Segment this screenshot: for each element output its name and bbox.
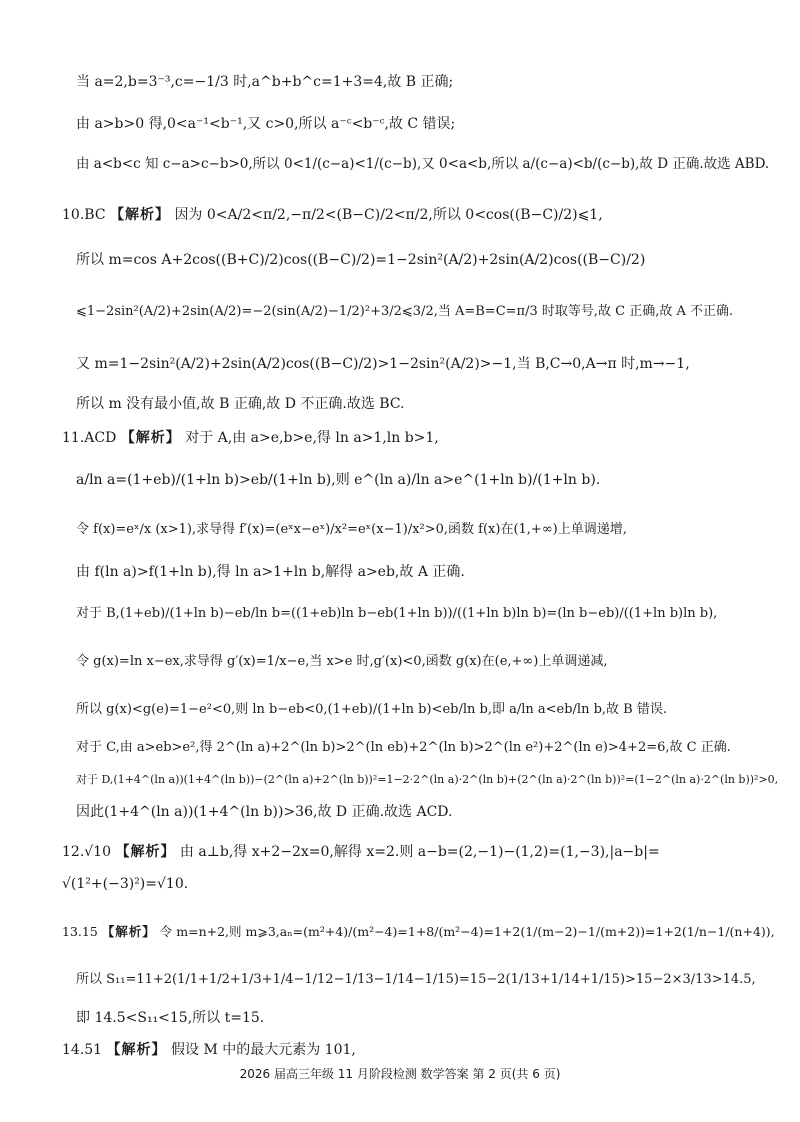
page-footer: 2026 届高三年级 11 月阶段检测 数学答案 第 2 页(共 6 页) <box>239 1067 561 1081</box>
p13-line-1: 令 m=n+2,则 m⩾3,aₙ=(m²+4)/(m²−4)=1+8/(m²−4)=1+2(1/(m−2)−1/(m+2))=1+2(1/n−1/(n+4)), <box>159 924 775 939</box>
p11-line-2: a/ln a=(1+eb)/(1+ln b)>eb/(1+ln b),则 e^(ln a)/ln a>e^(1+ln b)/(1+ln b). <box>76 472 601 488</box>
p11-line-4: 由 f(ln a)>f(1+ln b),得 ln a>1+ln b,解得 a>eb,故 A 正确. <box>76 564 465 580</box>
p12-line-2: √(1²+(−3)²)=√10. <box>62 876 189 892</box>
p11-line-10: 因此(1+4^(ln a))(1+4^(ln b))>36,故 D 正确.故选 ACD. <box>76 804 453 820</box>
p10-line-5: 所以 m 没有最小值,故 B 正确,故 D 不正确.故选 BC. <box>76 396 405 412</box>
p13-first-line <box>62 922 782 942</box>
p14-answer-number: 14.51 <box>62 1042 103 1058</box>
p11-line-6: 令 g(x)=ln x−ex,求导得 g′(x)=1/x−e,当 x>e 时,g′(x)<0,函数 g(x)在(e,+∞)上单调递减, <box>76 654 608 669</box>
p11-answer-number: 11.ACD <box>62 430 117 446</box>
p11-line-1: 对于 A,由 a>e,b>e,得 ln a>1,ln b>1, <box>185 430 439 446</box>
p11-analysis-tag: 【解析】 <box>120 430 181 446</box>
p10-line-3: ⩽1−2sin²(A/2)+2sin(A/2)=−2(sin(A/2)−1/2)²+3/2⩽3/2,当 A=B=C=π/3 时取等号,故 C 正确,故 A 不正确. <box>76 304 734 319</box>
p9-line-2: 由 a>b>0 得,0<a⁻¹<b⁻¹,又 c>0,所以 a⁻ᶜ<b⁻ᶜ,故 C 错误; <box>76 116 456 132</box>
p11-line-7: 所以 g(x)<g(e)=1−e²<0,则 ln b−eb<0,(1+eb)/(1+ln b)<eb/ln b,即 a/ln a<eb/ln b,故 B 错误. <box>76 702 667 717</box>
p13-answer-number: 13.15 <box>62 924 98 939</box>
p13-line-3: 即 14.5<S₁₁<15,所以 t=15. <box>76 1010 265 1026</box>
p9-line-1: 当 a=2,b=3⁻³,c=−1/3 时,a^b+b^c=1+3=4,故 B 正确; <box>76 74 454 90</box>
p11-line-9: 对于 D,(1+4^(ln a))(1+4^(ln b))−(2^(ln a)+2^(ln b))²=1−2·2^(ln a)·2^(ln b)+(2^(ln a)·2^(ln b))²=(1−2^(ln a)·2^(ln b))²>0, <box>76 773 779 786</box>
p10-line-2: 所以 m=cos A+2cos((B+C)/2)cos((B−C)/2)=1−2sin²(A/2)+2sin(A/2)cos((B−C)/2) <box>76 252 646 268</box>
p10-line-4: 又 m=1−2sin²(A/2)+2sin(A/2)cos((B−C)/2)>1−2sin²(A/2)>−1,当 B,C→0,A→π 时,m→−1, <box>76 356 690 372</box>
p11-first-line <box>62 428 782 448</box>
p10-first-line <box>62 205 782 225</box>
p11-line-8: 对于 C,由 a>eb>e²,得 2^(ln a)+2^(ln b)>2^(ln eb)+2^(ln b)>2^(ln e²)+2^(ln e)>4+2=6,故 C 正确. <box>76 740 731 755</box>
p14-analysis-tag: 【解析】 <box>106 1042 167 1058</box>
p13-line-2: 所以 S₁₁=11+2(1/1+1/2+1/3+1/4−1/12−1/13−1/14−1/15)=15−2(1/13+1/14+1/15)>15−2×3/13>14.5, <box>76 972 756 987</box>
p9-line-3: 由 a<b<c 知 c−a>c−b>0,所以 0<1/(c−a)<1/(c−b),又 0<a<b,所以 a/(c−a)<b/(c−b),故 D 正确.故选 ABD. <box>76 156 770 172</box>
p10-line-1: 因为 0<A/2<π/2,−π/2<(B−C)/2<π/2,所以 0<cos((B−C)/2)⩽1, <box>174 207 603 223</box>
p14-line-1: 假设 M 中的最大元素为 101, <box>171 1042 356 1058</box>
p12-first-line <box>62 842 782 862</box>
p13-analysis-tag: 【解析】 <box>101 924 156 939</box>
p10-analysis-tag: 【解析】 <box>109 207 170 223</box>
p12-answer-number: 12.√10 <box>62 844 111 860</box>
p10-answer-number: 10.BC <box>62 207 106 223</box>
p11-line-3: 令 f(x)=eˣ/x (x>1),求导得 f′(x)=(eˣx−eˣ)/x²=eˣ(x−1)/x²>0,函数 f(x)在(1,+∞)上单调递增, <box>76 522 627 537</box>
p11-line-5: 对于 B,(1+eb)/(1+ln b)−eb/ln b=((1+eb)ln b−eb(1+ln b))/((1+ln b)ln b)=(ln b−eb)/((1+ln b)ln b), <box>76 606 718 621</box>
p12-line-1: 由 a⊥b,得 x+2−2x=0,解得 x=2.则 a−b=(2,−1)−(1,2)=(1,−3),|a−b|= <box>179 844 660 860</box>
p12-analysis-tag: 【解析】 <box>115 844 176 860</box>
p14-first-line <box>62 1040 782 1060</box>
